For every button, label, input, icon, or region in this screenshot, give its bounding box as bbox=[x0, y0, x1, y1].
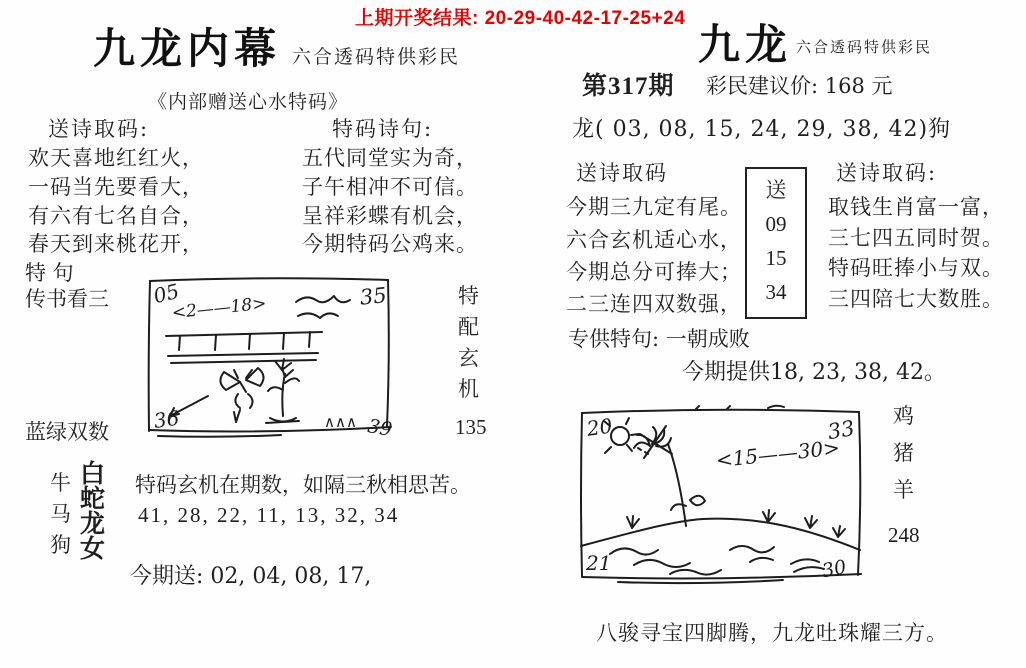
vertical-char: 鸡 bbox=[893, 404, 914, 428]
right-poem2-line: 三四陪七大数胜。 bbox=[828, 287, 1004, 311]
left-poem2-line: 子午相冲不可信。 bbox=[302, 175, 478, 199]
corner-number-br: 39 bbox=[366, 415, 394, 441]
vertical-char: 羊 bbox=[893, 478, 914, 502]
plant-doodle bbox=[282, 374, 285, 416]
vertical-char: 玄 bbox=[458, 346, 479, 370]
special-phrase-label: 特 句 bbox=[25, 261, 74, 285]
grass-doodle bbox=[763, 510, 775, 522]
left-poem2-heading: 特码诗句: bbox=[332, 117, 434, 141]
butterfly-doodle bbox=[235, 382, 252, 408]
gift-line: 今期送: 02, 04, 08, 17, bbox=[130, 564, 372, 589]
corner-number-br: 30 bbox=[820, 555, 849, 583]
left-poem1-heading: 送诗取码: bbox=[48, 117, 150, 141]
corner-number-tr: 35 bbox=[358, 283, 388, 310]
ladder-doodle bbox=[168, 353, 318, 356]
issue-number: 第317期 bbox=[582, 73, 675, 100]
zodiac-char: 白 bbox=[80, 459, 106, 488]
butterfly-doodle bbox=[246, 368, 264, 386]
zodiac-bracket-line: 龙( 03, 08, 15, 24, 29, 38, 42)狗 bbox=[572, 117, 952, 142]
left-poem2-line: 五代同堂实为奇， bbox=[302, 146, 478, 170]
left-banner: 《内部赠送心水特码》 bbox=[148, 91, 349, 113]
left-poem2-line: 今期特码公鸡来。 bbox=[302, 232, 478, 256]
right-poem2-heading: 送诗取码: bbox=[836, 161, 938, 185]
zodiac-char: 龙 bbox=[80, 509, 106, 538]
left-poem1-line: 有六有七名自合， bbox=[28, 204, 204, 228]
zodiac-char: 狗 bbox=[50, 533, 71, 557]
special-phrase-value: 传书看三 bbox=[25, 287, 109, 311]
right-poem1-line: 六合玄机适心水， bbox=[566, 228, 742, 252]
range-annotation: <15——30> bbox=[714, 435, 841, 473]
ladder-doodle bbox=[166, 332, 322, 336]
sketch-border-bottom2 bbox=[618, 580, 783, 583]
right-poem1-line: 今期总分可捧大； bbox=[566, 260, 742, 284]
right-poem2-line: 取钱生肖富一富， bbox=[828, 195, 1004, 219]
exclusive-phrase-line: 专供特句: 一朝成败 bbox=[568, 327, 750, 351]
vertical-char: 配 bbox=[458, 315, 479, 339]
sketch-border-bottom bbox=[582, 574, 861, 578]
corner-number-tl: 05 bbox=[151, 278, 182, 309]
corner-number-bl: 36 bbox=[152, 405, 181, 434]
sketch-border-top bbox=[150, 278, 388, 281]
sketch-border-left bbox=[581, 413, 582, 576]
sun-doodle bbox=[611, 427, 629, 445]
zodiac-column-big bbox=[80, 461, 105, 561]
mystery-line: 特码玄机在期数，如隔三秋相思苦。 bbox=[135, 473, 471, 497]
corner-number-tr: 33 bbox=[825, 415, 857, 445]
hill-doodle bbox=[581, 519, 860, 550]
wave-doodle bbox=[730, 546, 774, 552]
last-draw-result: 上期开奖结果: 20-29-40-42-17-25+24 bbox=[355, 8, 686, 29]
left-poem1-line: 欢天喜地红红火， bbox=[28, 146, 204, 170]
ladder-doodle bbox=[171, 360, 316, 363]
grass-doodle bbox=[805, 516, 817, 528]
left-page-title: 九龙内幕 bbox=[93, 24, 282, 73]
left-numbers-line: 41, 28, 22, 11, 13, 32, 34 bbox=[138, 503, 400, 527]
left-sketch-box bbox=[146, 274, 394, 440]
plant-doodle bbox=[266, 418, 299, 423]
wave-doodle bbox=[634, 560, 690, 567]
send-numbers-box bbox=[745, 167, 807, 319]
scribble-doodle bbox=[298, 313, 338, 318]
wave-doodle bbox=[670, 570, 721, 575]
right-poem1-heading: 送诗取码 bbox=[576, 161, 668, 185]
wave-doodle bbox=[750, 558, 819, 564]
right-side-number: 248 bbox=[888, 523, 920, 547]
right-side-vertical-label bbox=[893, 398, 914, 509]
zodiac-column-small bbox=[50, 468, 71, 561]
corner-number-bl: 21 bbox=[586, 551, 612, 575]
wave-doodle bbox=[610, 548, 658, 554]
right-sketch-box bbox=[578, 404, 864, 584]
tree-doodle bbox=[668, 444, 686, 526]
send-number: 15 bbox=[765, 246, 787, 270]
range-annotation: <2——18> bbox=[170, 293, 268, 324]
sprout-doodle bbox=[234, 410, 240, 422]
vertical-char: 猪 bbox=[893, 441, 914, 465]
vertical-char: 机 bbox=[458, 377, 479, 401]
wave-doodle bbox=[794, 567, 824, 572]
left-page-subtitle: 六合透码特供彩民 bbox=[292, 46, 461, 68]
left-side-vertical-label bbox=[458, 281, 479, 405]
right-poem1-line: 今期三九定有尾。 bbox=[566, 195, 742, 219]
right-poem2-line: 特码旺捧小与双。 bbox=[828, 256, 1004, 280]
zodiac-char: 女 bbox=[80, 534, 106, 563]
tree-doodle bbox=[671, 496, 705, 510]
zodiac-char: 马 bbox=[50, 502, 71, 526]
price-line: 彩民建议价: 168 元 bbox=[706, 74, 893, 98]
corner-number-tl: 20 bbox=[585, 413, 614, 441]
caret-marks: ∧∧∧ bbox=[324, 413, 357, 431]
left-side-number: 135 bbox=[455, 415, 487, 439]
edge-ticks bbox=[696, 406, 784, 409]
send-number: 09 bbox=[765, 212, 787, 236]
grass-doodle bbox=[627, 516, 639, 528]
grass-doodle bbox=[833, 526, 845, 537]
left-poem1-line: 一码当先要看大， bbox=[28, 175, 204, 199]
provide-line: 今期提供18, 23, 38, 42。 bbox=[682, 360, 946, 385]
right-poem1-line: 二三连四双数强， bbox=[566, 292, 742, 316]
sketch-border-top bbox=[582, 410, 859, 413]
left-poem2-line: 呈祥彩蝶有机会， bbox=[302, 204, 478, 228]
bottom-poem-line: 八骏寻宝四脚腾，九龙吐珠耀三方。 bbox=[596, 621, 948, 645]
sketch-border-bottom2 bbox=[158, 435, 281, 437]
zodiac-char: 牛 bbox=[50, 471, 71, 495]
send-number: 34 bbox=[765, 280, 787, 304]
right-page-subtitle: 六合透码特供彩民 bbox=[796, 38, 933, 56]
scribble-doodle bbox=[296, 296, 350, 302]
send-label: 送 bbox=[765, 178, 787, 202]
sketch-border-left bbox=[149, 281, 150, 431]
vertical-char: 特 bbox=[458, 284, 479, 308]
sketch-border-right bbox=[387, 280, 389, 426]
blue-green-label: 蓝绿双数 bbox=[25, 420, 109, 444]
zodiac-char: 蛇 bbox=[80, 484, 106, 513]
left-poem1-line: 春天到来桃花开， bbox=[28, 232, 204, 256]
right-page-title: 九龙 bbox=[698, 20, 793, 69]
right-poem2-line: 三七四五同时贺。 bbox=[828, 226, 1004, 250]
